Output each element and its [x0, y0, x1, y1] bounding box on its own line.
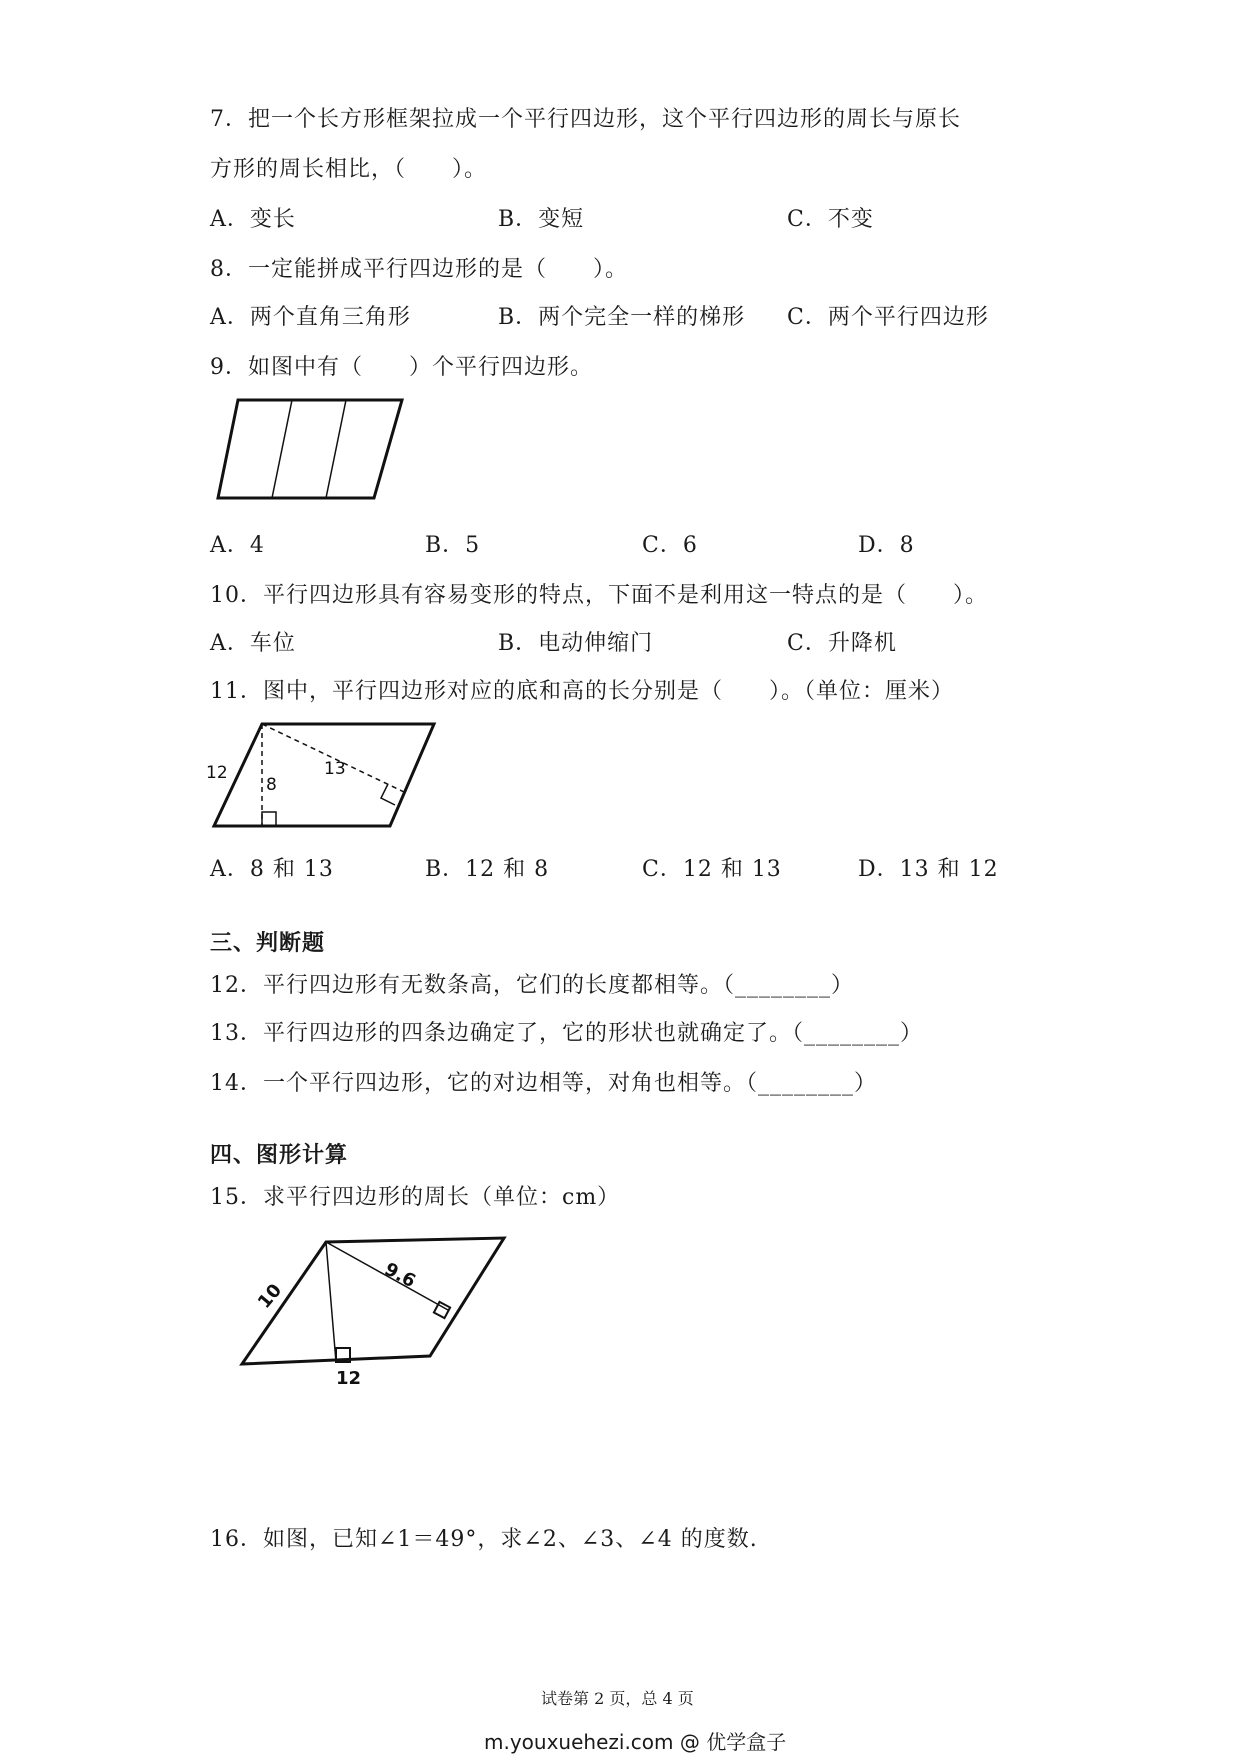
q8-stem: 8．一定能拼成平行四边形的是（ ）。 — [210, 257, 628, 282]
judge-item-13: 13．平行四边形的四条边确定了，它的形状也就确定了。（________） — [210, 1021, 923, 1046]
q7-option-b: B．变短 — [498, 207, 585, 232]
section3-title: 三、判断题 — [210, 931, 326, 956]
q11-stem: 11．图中，平行四边形对应的底和高的长分别是（ ）。（单位：厘米） — [210, 679, 954, 704]
q10-option-b: B．电动伸缩门 — [498, 631, 654, 656]
q11-label-height: 8 — [266, 775, 277, 795]
q9-option-d: D．8 — [858, 533, 915, 558]
q10-option-c: C．升降机 — [787, 631, 897, 656]
q11-option-d: D．13 和 12 — [858, 857, 999, 882]
q9-option-a: A．4 — [210, 533, 265, 558]
q15-parallelogram-figure — [236, 1232, 516, 1388]
q8-option-c: C．两个平行四边形 — [787, 305, 989, 330]
q7-option-a: A．变长 — [210, 207, 296, 232]
judge-item-12: 12．平行四边形有无数条高，它们的长度都相等。（________） — [210, 973, 854, 998]
q11-parallelogram-figure — [200, 718, 440, 830]
q9-option-b: B．5 — [425, 533, 481, 558]
judge-item-14: 14．一个平行四边形，它的对边相等，对角也相等。（________） — [210, 1071, 877, 1096]
section4-title: 四、图形计算 — [210, 1143, 349, 1168]
q11-option-c: C．12 和 13 — [642, 857, 782, 882]
q9-stem: 9．如图中有（ ）个平行四边形。 — [210, 355, 593, 380]
q16-stem: 16．如图，已知∠1＝49°，求∠2、∠3、∠4 的度数. — [210, 1527, 758, 1552]
q8-option-a: A．两个直角三角形 — [210, 305, 411, 330]
q8-option-b: B．两个完全一样的梯形 — [498, 305, 746, 330]
q11-label-side: 12 — [206, 763, 228, 783]
q15-label-side: 10 — [253, 1280, 287, 1313]
q10-stem: 10．平行四边形具有容易变形的特点，下面不是利用这一特点的是（ ）。 — [210, 583, 988, 608]
q15-label-height: 9.6 — [380, 1258, 419, 1293]
q11-option-b: B．12 和 8 — [425, 857, 550, 882]
site-watermark: m.youxuehezi.com @ 优学盒子 — [484, 1730, 787, 1754]
q9-option-c: C．6 — [642, 533, 698, 558]
q10-option-a: A．车位 — [210, 631, 296, 656]
q9-parallelogram-figure — [210, 398, 410, 504]
q15-label-base: 12 — [336, 1368, 362, 1388]
q7-stem-line1: 7．把一个长方形框架拉成一个平行四边形，这个平行四边形的周长与原长 — [210, 107, 961, 132]
q7-option-c: C．不变 — [787, 207, 874, 232]
q7-stem-line2: 方形的周长相比，（ ）。 — [210, 157, 488, 182]
page-footer: 试卷第 2 页，总 4 页 — [541, 1689, 694, 1708]
q11-option-a: A．8 和 13 — [210, 857, 334, 882]
q11-label-other-height: 13 — [324, 759, 346, 779]
q15-stem: 15．求平行四边形的周长（单位：cm） — [210, 1185, 621, 1210]
